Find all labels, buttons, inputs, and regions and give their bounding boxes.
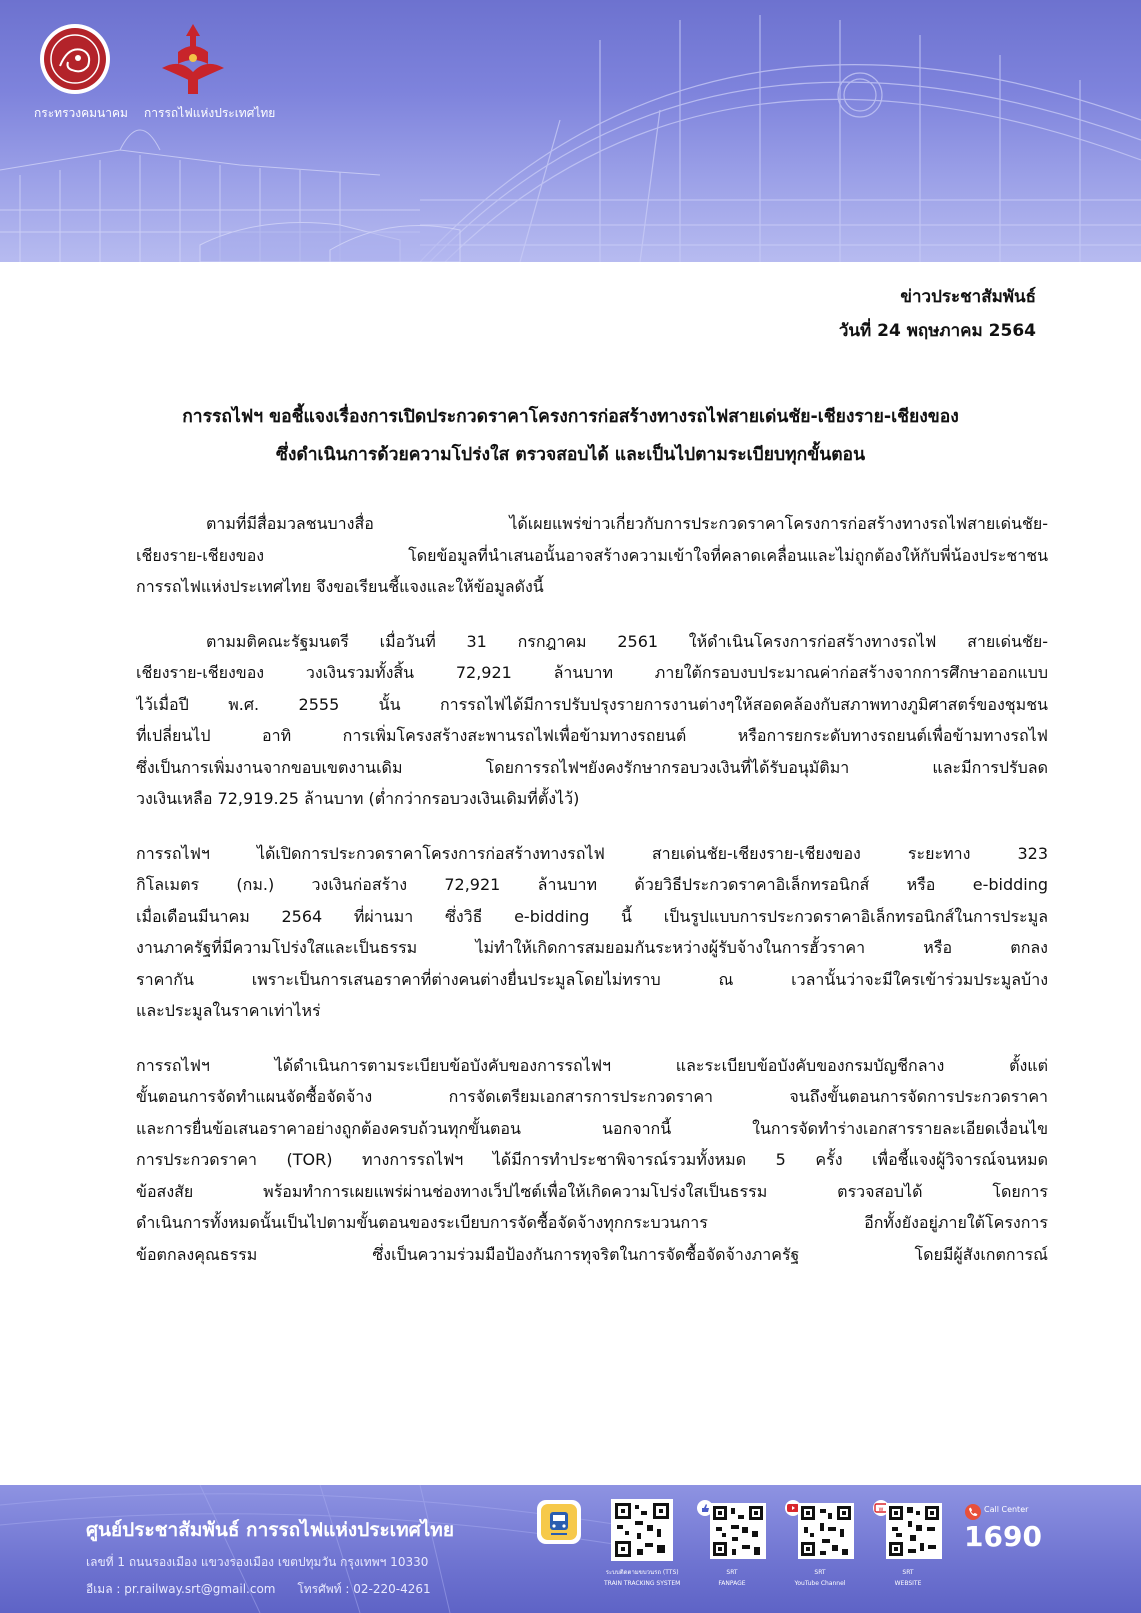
qr-fanpage[interactable]	[696, 1499, 768, 1587]
qr-caption: SRT	[726, 1569, 738, 1576]
qr-youtube[interactable]	[784, 1499, 856, 1587]
railway-label: การรถไฟแห่งประเทศไทย	[144, 106, 276, 120]
paragraph-line: เมื่อเดือนมีนาคม 2564 ที่ผ่านมา ซึ่งวิธี e-bidding นี้ เป็นรูปแบบการประกวดราคาอิเล็กทรอนิกส์ในการประมูล	[136, 906, 1048, 926]
paragraph-line: ดำเนินการทั้งหมดนั้นเป็นไปตามขั้นตอนของระเบียบการจัดซื้อจัดจ้างทุกกระบวนการ อีกทั้งยังอยู่ภายใต้โครงการ	[136, 1213, 1048, 1232]
qr-code-icon[interactable]	[611, 1499, 673, 1561]
srt-logo	[160, 22, 226, 102]
paragraph-line: และประมูลในราคาเท่าไหร่	[136, 1001, 321, 1020]
footer-email[interactable]: อีเมล : pr.railway.srt@gmail.com	[86, 1582, 276, 1596]
paragraph-line: ขั้นตอนการจัดทำแผนจัดซื้อจัดจ้าง การจัดเตรียมเอกสารการประกวดราคา จนถึงขั้นตอนการจัดการประกวดราคา	[136, 1087, 1048, 1106]
footer-contact	[86, 1580, 449, 1599]
call-center-label: Call Center	[984, 1505, 1029, 1514]
qr-tts[interactable]	[604, 1499, 680, 1587]
svg-text:w: w	[878, 1506, 884, 1513]
header-banner	[0, 0, 1141, 262]
call-center-number[interactable]: 1690	[964, 1520, 1042, 1553]
headline-line-1: การรถไฟฯ ขอชี้แจงเรื่องการเปิดประกวดราคาโครงการก่อสร้างทางรถไฟสายเด่นชัย-เชียงราย-เชียงของ	[182, 407, 959, 427]
footer-phone[interactable]: โทรศัพท์ : 02-220-4261	[297, 1582, 431, 1596]
phone-icon	[964, 1503, 982, 1521]
paragraph-line: การประกวดราคา (TOR) ทางการรถไฟฯ ได้มีการทำประชาพิจารณ์รวมทั้งหมด 5 ครั้ง เพื่อชี้แจงผู้วิจารณ์จนหมด	[136, 1150, 1048, 1169]
footer-address: เลขที่ 1 ถนนรองเมือง แขวงรองเมือง เขตปทุมวัน กรุงเทพฯ 10330	[86, 1555, 429, 1569]
paragraph-line: วงเงินเหลือ 72,919.25 ล้านบาท (ต่ำกว่ากรอบวงเงินเดิมที่ตั้งไว้)	[136, 789, 580, 808]
qr-caption: TRAIN TRACKING SYSTEM	[604, 1580, 681, 1587]
qr-caption: SRT	[902, 1569, 914, 1576]
paragraph-4	[136, 1050, 1048, 1271]
qr-caption: YouTube Channel	[794, 1580, 846, 1587]
release-type: ข่าวประชาสัมพันธ์	[900, 287, 1036, 307]
paragraph-1	[136, 508, 1048, 603]
paragraph-line: งานภาครัฐที่มีความโปร่งใสและเป็นธรรม ไม่ทำให้เกิดการสมยอมกันระหว่างผู้รับจ้างในการฮั้วราคา หรือ ตกลง	[136, 938, 1048, 957]
paragraph-2	[136, 626, 1048, 815]
release-date: วันที่ 24 พฤษภาคม 2564	[838, 321, 1036, 341]
paragraph-line: การรถไฟแห่งประเทศไทย จึงขอเรียนชี้แจงและให้ข้อมูลดังนี้	[136, 577, 544, 596]
train-tracking-app-icon[interactable]	[536, 1499, 582, 1551]
paragraph-line: ตามที่มีสื่อมวลชนบางสื่อ ได้เผยแพร่ข่าวเกี่ยวกับการประกวดราคาโครงการก่อสร้างทางรถไฟสายเด่นชัย-	[206, 514, 1048, 533]
paragraph-line: การรถไฟฯ ได้ดำเนินการตามระเบียบข้อบังคับของการรถไฟฯ และระเบียบข้อบังคับของกรมบัญชีกลาง ตั้งแต่	[136, 1055, 1048, 1075]
paragraph-line: ที่เปลี่ยนไป อาทิ การเพิ่มโครงสร้างสะพานรถไฟเพื่อข้ามทางรถยนต์ หรือการยกระดับทางรถยนต์เพื่อข้ามทางรถไฟ	[136, 726, 1048, 745]
paragraph-line: ข้อตกลงคุณธรรม ซึ่งเป็นความร่วมมือป้องกันการทุจริตในการจัดซื้อจัดจ้างภาครัฐ โดยมีผู้สังเกตการณ์	[136, 1244, 1048, 1264]
paragraph-line: ตามมติคณะรัฐมนตรี เมื่อวันที่ 31 กรกฎาคม 2561 ให้ดำเนินโครงการก่อสร้างทางรถไฟ สายเด่นชัย-	[206, 631, 1048, 651]
paragraph-line: เชียงราย-เชียงของ โดยข้อมูลที่นำเสนอนั้นอาจสร้างความเข้าใจที่คลาดเคลื่อนและไม่ถูกต้องให้กับพี่น้องประชาชน	[136, 545, 1048, 565]
qr-code-icon[interactable]	[696, 1499, 768, 1561]
paragraph-line: การรถไฟฯ ได้เปิดการประกวดราคาโครงการก่อสร้างทางรถไฟ สายเด่นชัย-เชียงราย-เชียงของ ระยะทาง 323	[136, 843, 1048, 863]
headline-line-2: ซึ่งดำเนินการด้วยความโปร่งใส ตรวจสอบได้ และเป็นไปตามระเบียบทุกขั้นตอน	[275, 445, 866, 465]
article-body	[136, 508, 1048, 1293]
paragraph-line: และการยื่นข้อเสนอราคาอย่างถูกต้องครบถ้วนทุกขั้นตอน นอกจากนี้ ในการจัดทำร่างเอกสารรายละเอียดเงื่อนไข	[136, 1118, 1048, 1138]
tts-app-block[interactable]	[536, 1499, 582, 1555]
qr-caption: SRT	[814, 1569, 826, 1576]
release-meta	[839, 280, 1036, 348]
qr-code-icon[interactable]	[784, 1499, 856, 1561]
paragraph-line: กิโลเมตร (กม.) วงเงินก่อสร้าง 72,921 ล้านบาท ด้วยวิธีประกวดราคาอิเล็กทรอนิกส์ หรือ e-bidding	[136, 875, 1048, 894]
qr-code-icon[interactable]	[872, 1499, 944, 1561]
paragraph-line: ซึ่งเป็นการเพิ่มงานจากขอบเขตงานเดิม โดยการรถไฟฯยังคงรักษากรอบวงเงินที่ได้รับอนุมัติมา และมีการปรับลด	[136, 757, 1048, 777]
paragraph-line: ไว้เมื่อปี พ.ศ. 2555 นั้น การรถไฟได้มีการปรับปรุงรายการงานต่างๆให้สอดคล้องกับสภาพทางภูมิศาสตร์ของชุมชน	[136, 694, 1048, 714]
paragraph-line: ราคากัน เพราะเป็นการเสนอราคาที่ต่างคนต่างยื่นประมูลโดยไม่ทราบ ณ เวลานั้นว่าจะมีใครเข้าร่วมประมูลบ้าง	[136, 969, 1048, 989]
headline	[70, 398, 1071, 474]
footer-title: ศูนย์ประชาสัมพันธ์ การรถไฟแห่งประเทศไทย	[86, 1519, 454, 1541]
ministry-seal-logo	[38, 22, 112, 100]
paragraph-3	[136, 838, 1048, 1027]
paragraph-line: เชียงราย-เชียงของ วงเงินรวมทั้งสิ้น 72,921 ล้านบาท ภายใต้กรอบงบประมาณค่าก่อสร้างจากการศึกษาออกแบบ	[136, 663, 1048, 682]
qr-caption: ระบบติดตามขบวนรถ (TTS)	[605, 1569, 679, 1576]
call-center[interactable]	[964, 1505, 1042, 1554]
footer	[0, 1485, 1141, 1613]
qr-website[interactable]	[872, 1499, 944, 1587]
qr-caption: FANPAGE	[718, 1580, 746, 1587]
qr-caption: WEBSITE	[894, 1580, 922, 1587]
paragraph-line: ข้อสงสัย พร้อมทำการเผยแพร่ผ่านช่องทางเว็ปไซต์เพื่อให้เกิดความโปร่งใสเป็นธรรม ตรวจสอบได้ โดยการ	[136, 1181, 1048, 1201]
ministry-label: กระทรวงคมนาคม	[34, 106, 128, 120]
